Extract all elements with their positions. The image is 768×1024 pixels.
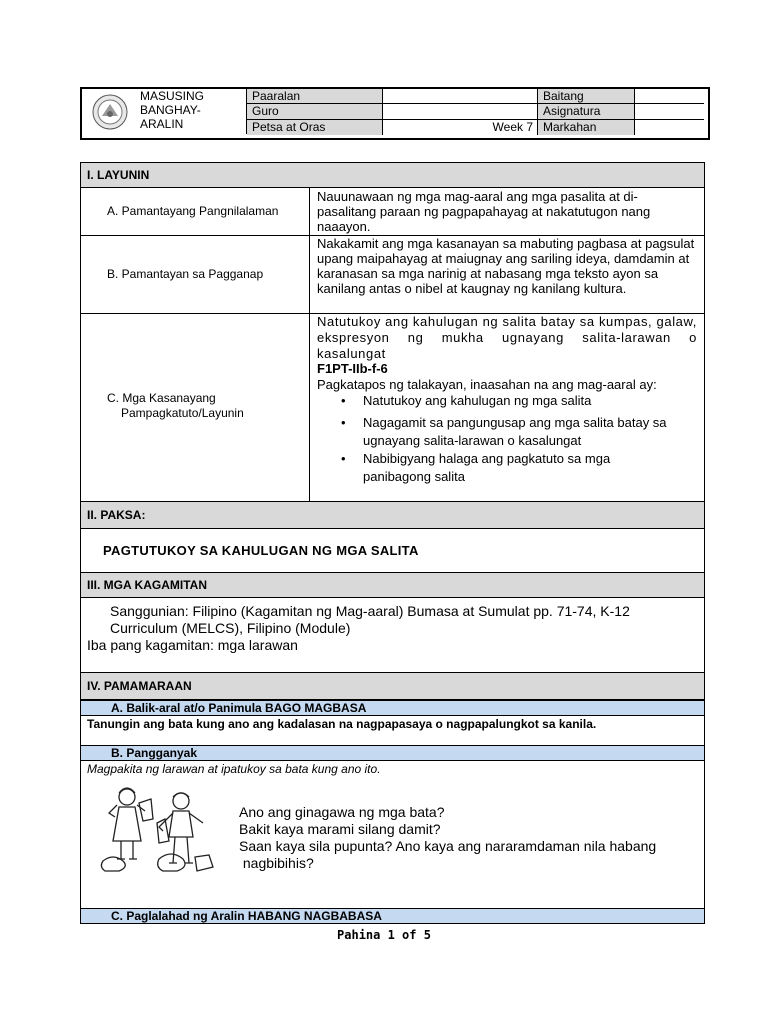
week-value: Week 7 [383, 120, 538, 135]
title-line-3: ARALIN [140, 117, 184, 131]
kasanayang-label-1: C. Mga Kasanayang [107, 391, 216, 405]
kagamitan-line-2: Curriculum (MELCS), Filipino (Module) [110, 620, 351, 636]
objective-bullet: • Natutukoy ang kahulugan ng mga salita [363, 392, 683, 410]
kagamitan-heading: III. MGA KAGAMITAN [81, 572, 704, 598]
competency-code: F1PT-IIb-f-6 [317, 361, 388, 376]
title-line-1: MASUSING [140, 89, 205, 103]
balik-aral-heading: A. Balik-aral at/o Panimula BAGO MAGBASA [81, 700, 704, 716]
header-logo-cell [82, 89, 247, 134]
guro-label: Guro [247, 104, 383, 120]
petsa-label: Petsa at Oras [247, 120, 383, 135]
kasanayang-label-2: Pampagkatuto/Layunin [121, 406, 244, 420]
motivation-questions [239, 804, 656, 872]
header-title [140, 89, 204, 131]
question-3: Saan kaya sila pupunta? Ano kaya ang nararamdaman nila habang [239, 838, 657, 854]
kagamitan-line-1: Sanggunian: Filipino (Kagamitan ng Mag-aaral) Bumasa at Sumulat pp. 71-74, K-12 [110, 603, 630, 619]
header-table [80, 87, 710, 140]
markahan-value [635, 120, 704, 135]
kasanayang-intro: Pagkatapos ng talakayan, inaasahan na ang mag-aaral ay: [317, 377, 657, 392]
children-dressing-illustration [99, 783, 217, 875]
deped-seal-icon [92, 94, 128, 130]
pangganyak-heading: B. Pangganyak [81, 745, 704, 761]
lesson-plan-table [80, 162, 705, 924]
objective-bullet: • Nagagamit sa pangungusap ang mga salita batay sa ugnayang salita-larawan o kasalungat [363, 414, 683, 450]
asignatura-value [635, 104, 704, 120]
question-2: Bakit kaya marami silang damit? [239, 821, 441, 837]
paksa-title: PAGTUTUKOY SA KAHULUGAN NG MGA SALITA [103, 543, 419, 558]
pamamaraan-heading: IV. PAMAMARAAN [81, 672, 704, 700]
kagamitan-line-3: Iba pang kagamitan: mga larawan [87, 637, 298, 653]
page-number: Pahina 1 of 5 [337, 928, 431, 942]
paaralan-label: Paaralan [247, 89, 383, 104]
title-line-2: BANGHAY- [140, 103, 201, 117]
pamantayang-pangnilalaman-label: A. Pamantayang Pangnilalaman [107, 204, 279, 218]
pamantayang-pangnilalaman-text: Nauunawaan ng mga mag-aaral ang mga pasalita at di-pasalitang paraan ng pagpapahayag at nakatutugon nang naaayon. [317, 189, 651, 234]
paksa-heading: II. PAKSA: [81, 501, 704, 529]
markahan-label: Markahan [538, 120, 635, 135]
pamantayan-sa-pagganap-text: Nakakamit ang mga kasanayan sa mabuting pagbasa at pagsulat upang maipahayag at maiugnay ang sariling ideya, damdamin at karanasan sa mga narinig at nabasang mga teksto ayon sa kanilang antas o nibel at kaugnay ng kanilang kultura. [317, 236, 695, 296]
baitang-value [635, 89, 704, 104]
paglalahad-heading: C. Paglalahad ng Aralin HABANG NAGBABASA [81, 908, 704, 924]
baitang-label: Baitang [538, 89, 635, 104]
question-1: Ano ang ginagawa ng mga bata? [239, 804, 445, 820]
paaralan-value [383, 89, 538, 104]
kasanayang-text: Natutukoy ang kahulugan ng salita batay sa kumpas, galaw, ekspresyon ng mukha ugnayang salita-larawan o kasalungat [317, 314, 697, 361]
question-4: nagbibihis? [239, 855, 314, 871]
pamantayan-sa-pagganap-label: B. Pamantayan sa Pagganap [107, 267, 264, 281]
balik-aral-text: Tanungin ang bata kung ano ang kadalasan na nagpapasaya o nagpapalungkot sa kanila. [87, 717, 597, 731]
layunin-heading: I. LAYUNIN [81, 162, 704, 188]
asignatura-label: Asignatura [538, 104, 635, 120]
objective-bullet: • Nabibigyang halaga ang pagkatuto sa mga panibagong salita [363, 450, 663, 486]
pangganyak-text: Magpakita ng larawan at ipatukoy sa bata kung ano ito. [87, 762, 381, 776]
guro-value [383, 104, 538, 120]
